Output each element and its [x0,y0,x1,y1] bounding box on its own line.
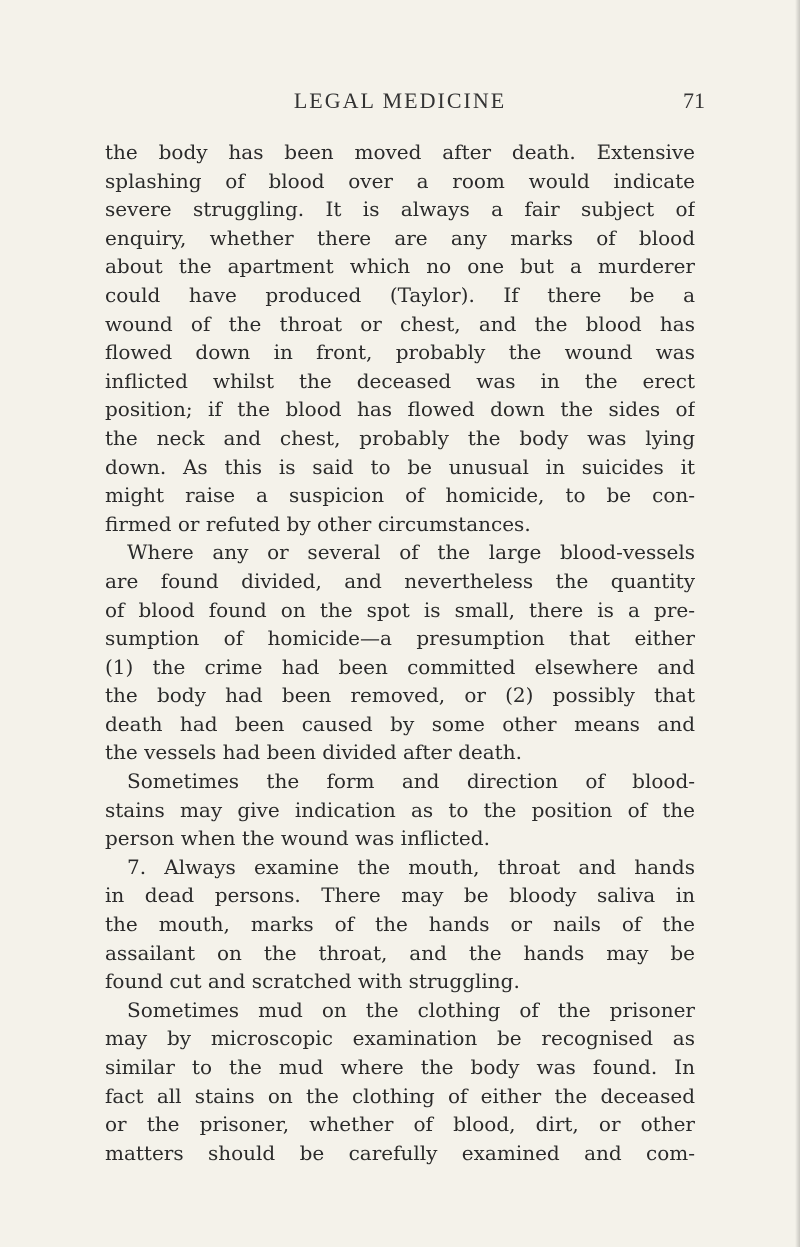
text-line: found cut and scratched with struggling. [105,969,520,994]
text-line: person when the wound was inflicted. [105,826,490,851]
text-line: down. As this is said to be unusual in suicides it [105,454,695,479]
text-line: the body has been moved after death. Extensive [105,140,695,164]
text-line: assailant on the throat, and the hands may be [105,940,695,965]
running-head: LEGAL MEDICINE [293,88,507,113]
text-line: 7. Always examine the mouth, throat and hands [127,854,695,879]
text-line: about the apartment which no one but a murderer [105,254,695,279]
text-line: Sometimes the form and direction of blood- [127,769,695,794]
text-line: the neck and chest, probably the body was lying [105,425,695,450]
text-line: Sometimes mud on the clothing of the prisoner [127,997,695,1022]
text-line: could have produced (Taylor). If there be a [105,282,695,307]
text-line: severe struggling. It is always a fair subject of [105,197,695,222]
text-line: similar to the mud where the body was found. In [105,1055,695,1079]
text-line: are found divided, and nevertheless the quantity [105,568,695,593]
text-line: stains may give indication as to the position of the [105,797,695,822]
text-line: matters should be carefully examined and com- [105,1140,695,1165]
page-number: 71 [683,88,705,113]
text-line: sumption of homicide—a presumption that either [105,626,695,651]
text-line: position; if the blood has flowed down the sides of [105,397,695,422]
text-line: enquiry, whether there are any marks of blood [105,225,695,250]
text-line: (1) the crime had been committed elsewhere and [105,654,695,679]
text-line: may by microscopic examination be recognised as [105,1026,695,1051]
text-line: fact all stains on the clothing of either the deceased [105,1083,695,1108]
text-line: might raise a suspicion of homicide, to be con- [105,483,695,508]
text-line: wound of the throat or chest, and the blood has [105,311,695,336]
text-line: the body had been removed, or (2) possibly that [105,683,695,708]
text-line: inflicted whilst the deceased was in the erect [105,368,695,393]
page-header [0,88,800,118]
text-line: in dead persons. There may be bloody saliva in [105,883,695,908]
page-edge-shadow [795,0,800,1247]
body-text [105,138,695,1167]
text-line: death had been caused by some other means and [105,711,695,736]
text-line: splashing of blood over a room would indicate [105,168,695,193]
text-line: the mouth, marks of the hands or nails of the [105,912,695,937]
text-line: of blood found on the spot is small, there is a pre- [105,597,695,622]
text-line: or the prisoner, whether of blood, dirt, or other [105,1112,695,1137]
text-line: flowed down in front, probably the wound was [105,340,695,365]
text-line: firmed or refuted by other circumstances. [105,511,531,536]
text-line: Where any or several of the large blood-vessels [127,540,695,565]
text-line: the vessels had been divided after death. [105,740,522,765]
